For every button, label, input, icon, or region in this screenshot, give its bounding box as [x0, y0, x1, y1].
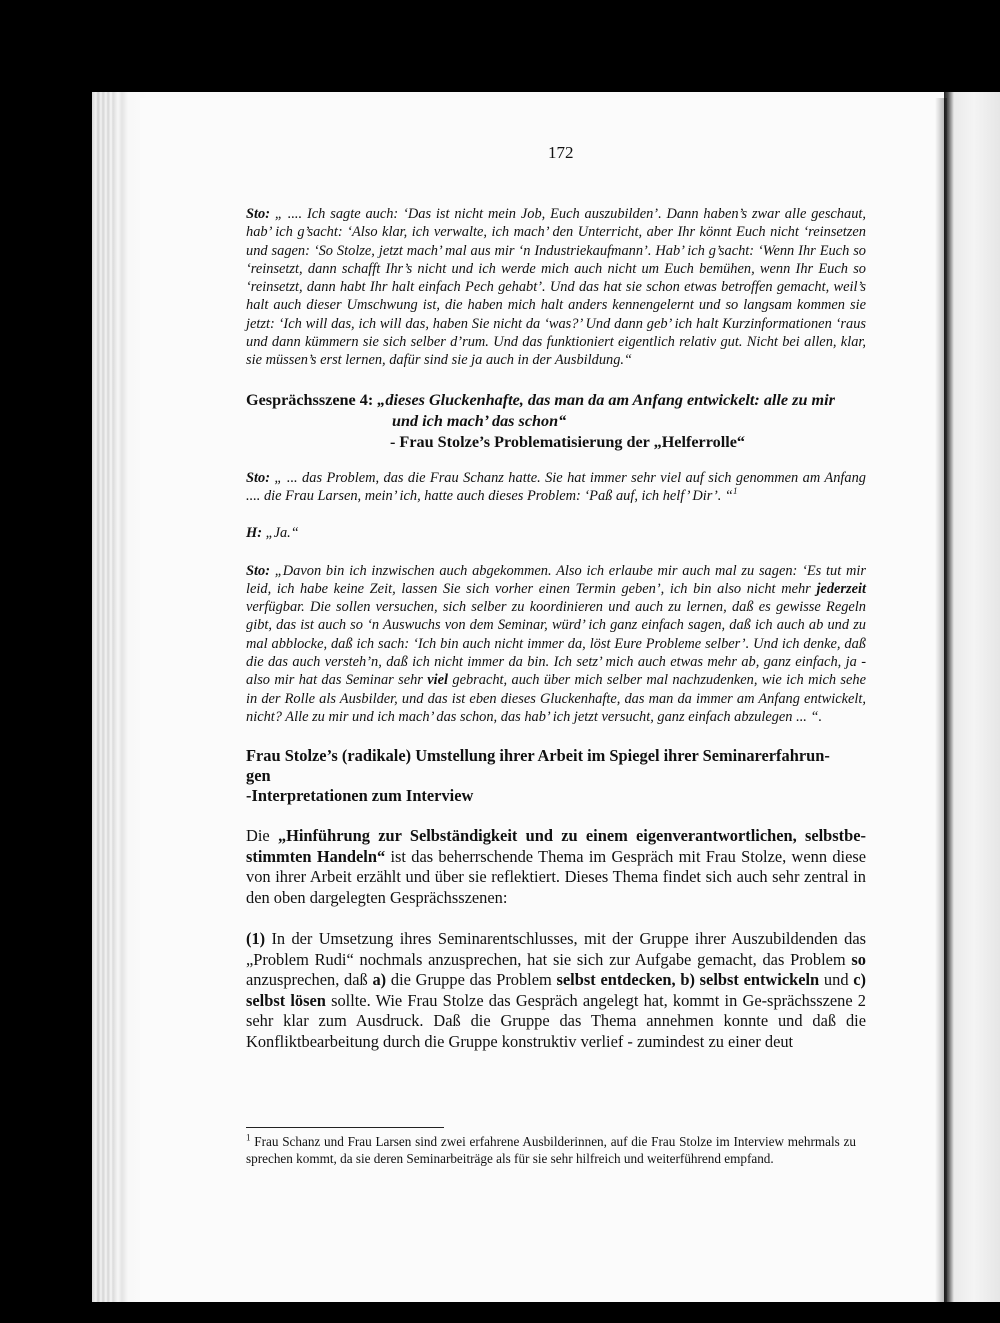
quote-text: „ ... das Problem, das die Frau Schanz hatte. Sie hat immer sehr viel auf sich genommen am Anfang .... die Frau Larsen, mein’ ich, hatte auch dieses Problem: ‘Paß auf, ich helf’ Dir’. “ — [246, 469, 866, 504]
list-number: (1) — [246, 929, 266, 949]
scene-title-line1: „dieses Gluckenhafte, das man da am Anfang entwickelt: alle zu mir — [377, 390, 835, 409]
scene-subtitle: - Frau Stolze’s Problematisierung der „Helferrolle“ — [390, 432, 745, 451]
scene-label: Gesprächsszene 4: — [246, 390, 378, 409]
interview-quote-4 — [246, 562, 866, 727]
para-emphasis: selbst entdecken, b) selbst entwickeln — [556, 970, 820, 990]
quote-text: „ .... Ich sagte auch: ‘Das ist nicht mein Job, Euch auszubilden’. Dann haben’s zwar alle geschaut, hab’ ich g’sacht: ‘Also klar, ich verwalte, ich mach’ den Unterricht, aber Ihr könnt Euch nicht ‘reinsetzen und sagen: ‘So Stolze, jetzt mach’ mal aus mir ‘n Industriekaufmann’. Hab’ ich g’sacht: ‘Wenn Ihr Euch so ‘reinsetzt, dann schafft Ihr’s nicht und ich werde mich auch nicht um Euch bemühen, wenn Ihr Euch so ‘reinsetzt, dann habt Ihr halt einfach Pech gehabt’. Und das hat sie schon etwas betroffen gemacht, weil’s halt auch dieser Umschwung ist, die haben mich halt anders kennengelernt und so langsam kommen sie jetzt: ‘Ich will das, ich will das, haben Sie nicht da ‘was?’ Und dann geb’ ich halt Kurzinformationen ‘raus und dann kümmern sie sich selber d’rum. Und das funktioniert eigentlich relativ gut. Nicht bei allen, klar, sie müssen’s erst lernen, dafür sind sie ja auch in der Ausbildung.“ — [246, 206, 866, 369]
footnote-marker: 1 — [732, 486, 738, 497]
scene-4-heading — [246, 390, 866, 453]
para-emphasis: a) — [372, 970, 387, 990]
emphasis-viel: viel — [427, 672, 449, 689]
footnote-number: 1 — [246, 1132, 251, 1143]
facing-page-edge — [944, 92, 1000, 1302]
para-emphasis: so — [851, 949, 866, 969]
spine-shadow — [935, 98, 947, 1302]
page-number: 172 — [548, 143, 574, 162]
footnote-separator — [246, 1127, 444, 1128]
quote-text: „Davon bin ich inzwischen auch abgekommen. Also ich erlaube mir auch mal zu sagen: ‘Es tut mir leid, ich habe keine Zeit, lassen Sie sich vorher einen Termin geben’, ich bin also nicht mehr — [246, 562, 866, 597]
para-emphasis: c) selbst lösen — [246, 970, 867, 1010]
paragraph-intro — [246, 826, 866, 908]
para-text: ist das beherrschende Thema im Gespräch mit Frau Stolze, wenn diese von ihrer Arbeit erzählt und über sie reflektiert. Dieses Thema findet sich auch sehr zentral in den oben dargelegten Gesprächsszenen: — [246, 846, 866, 907]
speaker-label: H: — [246, 525, 262, 542]
section-heading-line3: -Interpretationen zum Interview — [246, 786, 474, 806]
interview-quote-2 — [246, 469, 866, 506]
section-heading-line1: Frau Stolze’s (radikale) Umstellung ihrer Arbeit im Spiegel ihrer Seminarerfahrun- — [246, 746, 830, 766]
para-emphasis: „Hinführung zur Selbständigkeit und zu einem eigenverantwortlichen, selbstbe-stimmten Handeln“ — [246, 826, 866, 866]
paragraph-point-1 — [246, 929, 866, 1052]
interview-quote-3 — [246, 524, 866, 542]
para-text: sollte. Wie Frau Stolze das Gespräch angelegt hat, kommt in Ge-sprächsszene 2 sehr klar zum Ausdruck. Daß die Gruppe das Thema annehmen konnte und daß die Konfliktbearbeitung durch die Gruppe konstruktiv verlief - zumindest zu einer deut — [246, 990, 866, 1051]
emphasis-jederzeit: jederzeit — [816, 580, 866, 597]
page-content — [246, 205, 866, 1052]
quote-text: „Ja.“ — [262, 525, 299, 542]
para-text: Die — [246, 826, 278, 846]
quote-text: verfügbar. Die sollen versuchen, sich selber zu koordinieren und auch zu lernen, daß es gewisse Regeln gibt, das ist auch so ‘n Auswuchs von dem Seminar, würd’ ich ganz einfach sagen, daß ich auch ab und zu mal abblocke, daß ich sach: ‘Ich bin auch nicht immer da, löst Eure Probleme selber’. Und ich denke, daß die das auch versteh’n, daß ich nicht immer da bin. Ich setz’ mich auch etwas mehr ab, ganz einfach, ja - also mir hat das Seminar sehr — [246, 599, 866, 689]
speaker-label: Sto: — [246, 469, 270, 486]
section-heading-line2: gen — [246, 766, 271, 786]
footnote-text: Frau Schanz und Frau Larsen sind zwei erfahrene Ausbilderinnen, auf die Frau Stolze im Interview mehrmals zu sprechen kommt, da sie deren Seminarbeiträge als für sie sehr hilfreich und weiterführend empfand. — [246, 1134, 856, 1166]
footnote — [246, 1134, 856, 1167]
scene-title-line2: und ich mach’ das schon“ — [392, 411, 567, 430]
para-text: In der Umsetzung ihres Seminarentschlusses, mit der Gruppe ihrer Auszubildenden das „Problem Rudi“ nochmals anzusprechen, hat sie sich zur Aufgabe gemacht, das Problem — [246, 929, 866, 969]
para-text: und — [819, 970, 854, 990]
para-text: die Gruppe das Problem — [386, 970, 557, 990]
quote-text: gebracht, auch über mich selber mal nachzudenken, wie ich mich sehe in der Rolle als Ausbilder, und das ist eben dieses Gluckenhafte, das man da immer am Anfang entwickelt, nicht? Alle zu mir und ich mach’ das schon, das hab’ ich jetzt versucht, ganz einfach abzulegen ... “. — [246, 672, 866, 725]
para-text: anzusprechen, daß — [246, 970, 373, 990]
speaker-label: Sto: — [246, 206, 270, 222]
speaker-label: Sto: — [246, 562, 270, 579]
section-heading — [246, 746, 866, 806]
interview-quote-1 — [246, 205, 866, 370]
